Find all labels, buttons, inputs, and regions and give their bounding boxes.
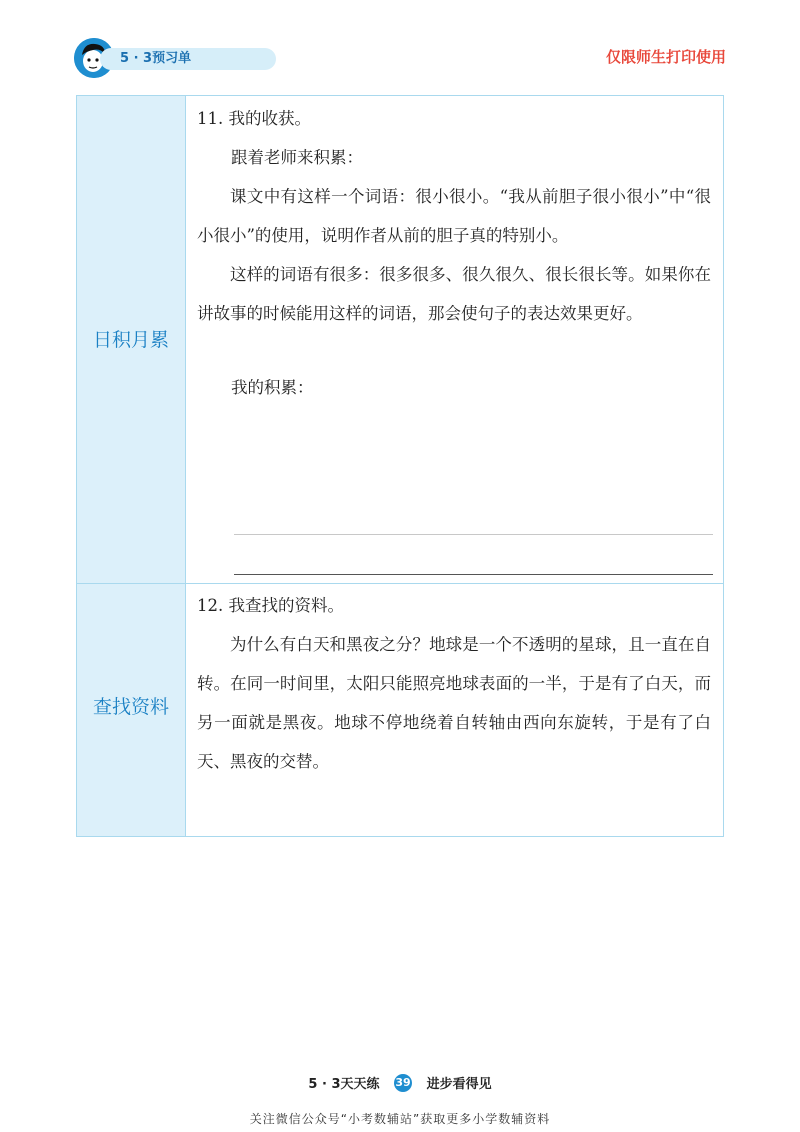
question-12-title [197,586,711,625]
page-footer [0,1073,800,1092]
question-number: 11. [197,109,224,128]
question-11-title [197,99,711,138]
section-12 [197,586,711,781]
paragraph: 这样的词语有很多：很多很多、很久很久、很长很长等。如果你在讲故事的时候能用这样的词语，那会使句子的表达效果更好。 [197,265,711,323]
worksheet-table [76,95,724,837]
answer-label: 我的积累： [231,378,314,397]
category-label-accumulation: 日积月累 [92,329,169,351]
question-number: 12. [197,596,224,615]
footer-series: 5 · 3天天练 [308,1077,380,1092]
row-divider [77,583,723,584]
section-11 [197,99,711,407]
series-label: 5 · 3预习单 [120,51,192,66]
paragraph: 课文中有这样一个词语：很小很小。“我从前胆子很小很小”中“很小很小”的使用，说明作者从前的胆子真的特别小。 [197,187,711,245]
answer-line[interactable] [234,574,713,575]
lead-text: 跟着老师来积累： [231,148,363,167]
category-column [77,96,186,836]
print-notice: 仅限师生打印使用 [605,48,726,66]
answer-line[interactable] [234,534,713,535]
page-number: 39 [394,1074,412,1092]
question-title: 我查找的资料。 [228,596,344,615]
footer-slogan: 进步看得见 [426,1077,492,1092]
bottom-note: 关注微信公众号“小考数辅站”获取更多小学数辅资料 [249,1112,551,1126]
paragraph: 为什么有白天和黑夜之分？地球是一个不透明的星球，且一直在自转。在同一时间里，太阳只能照亮地球表面的一半，于是有了白天，而另一面就是黑夜。地球不停地绕着自转轴由西向东旋转，于是有了白天、黑夜的交替。 [197,635,711,771]
category-label-research: 查找资料 [92,696,169,718]
page-header [74,38,726,78]
question-title: 我的收获。 [228,109,311,128]
